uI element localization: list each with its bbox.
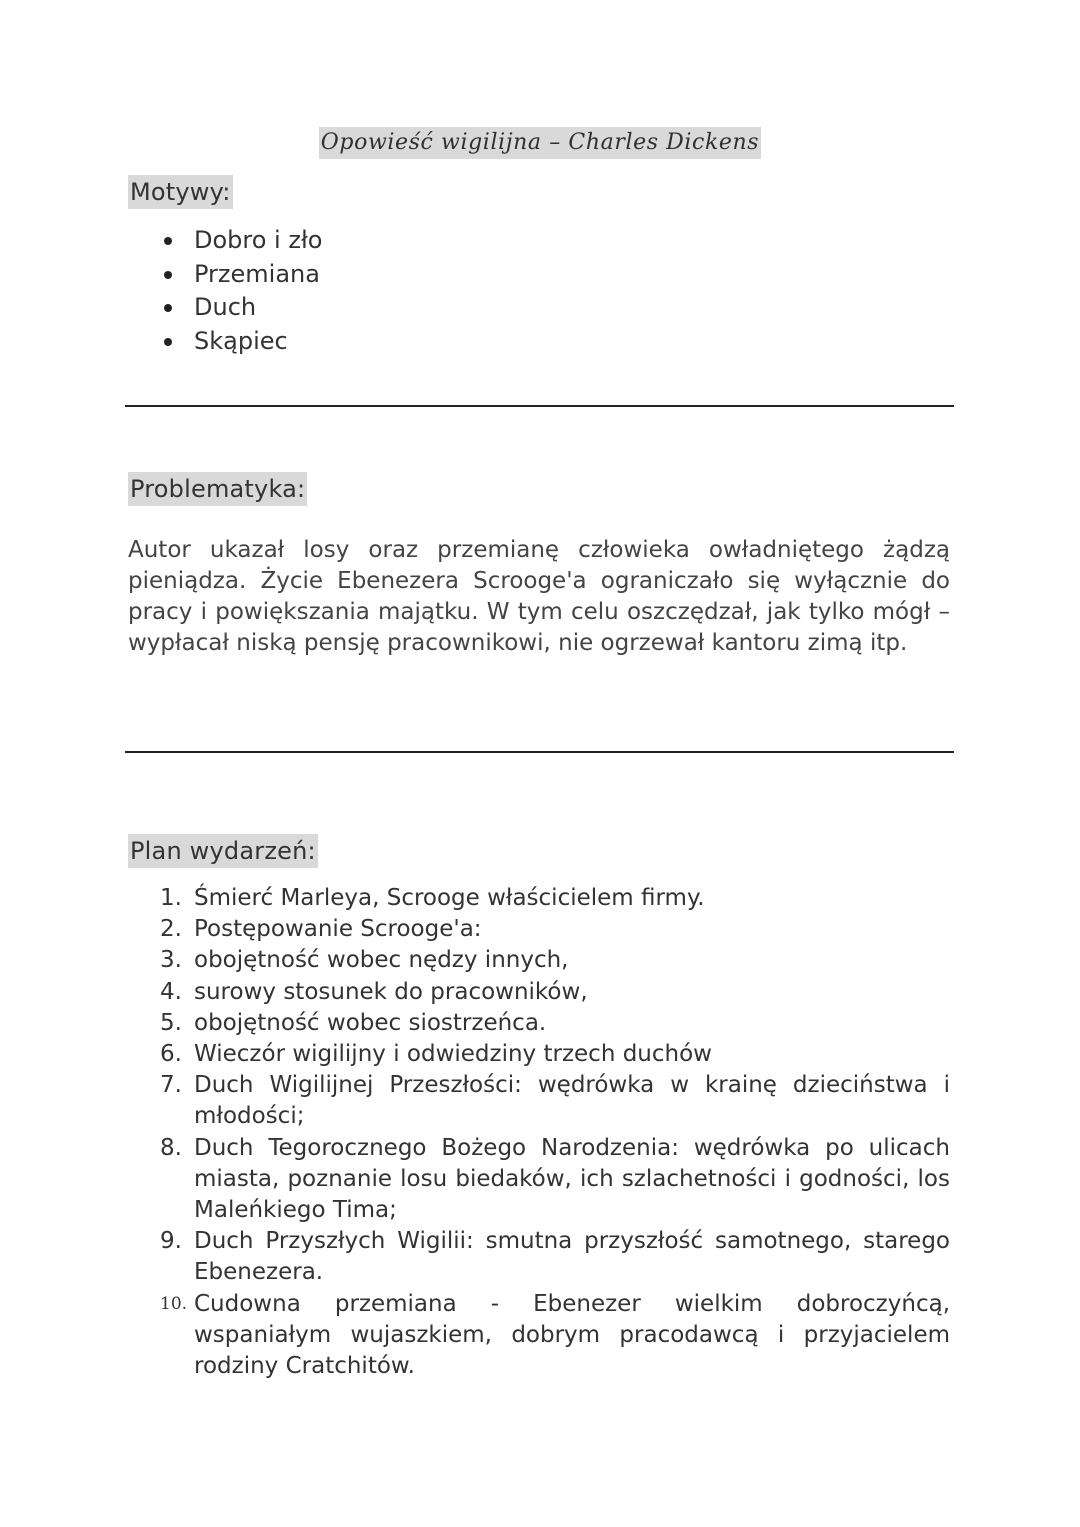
- item-number: 2.: [160, 916, 182, 943]
- item-number: 6.: [160, 1041, 182, 1068]
- list-item: [160, 1133, 950, 1227]
- motywy-list: [160, 224, 322, 359]
- list-item: [160, 1289, 950, 1383]
- item-number: 8.: [160, 1134, 182, 1161]
- item-number: 1.: [160, 885, 182, 911]
- item-number: 4.: [160, 978, 182, 1005]
- item-number: 10.: [160, 1293, 188, 1314]
- item-text: Duch Przyszłych Wigilii: smutna przyszłość samotnego, starego Ebenezera.: [194, 1228, 950, 1286]
- item-text: Postępowanie Scrooge'a:: [194, 916, 482, 943]
- list-item: [160, 1008, 950, 1039]
- item-text: Wieczór wigilijny i odwiedziny trzech duchów: [194, 1041, 712, 1068]
- item-text: obojętność wobec siostrzeńca.: [194, 1009, 547, 1036]
- list-item: Dobro i zło: [160, 224, 322, 258]
- document-title: Opowieść wigilijna – Charles Dickens: [319, 127, 761, 159]
- heading-motywy: Motywy:: [128, 175, 233, 209]
- list-item: [160, 945, 950, 976]
- item-text: obojętność wobec nędzy innych,: [194, 947, 569, 974]
- list-item: Duch: [160, 291, 322, 325]
- item-text: Duch Wigilijnej Przeszłości: wędrówka w krainę dzieciństwa i młodości;: [194, 1072, 950, 1130]
- list-item: [160, 1226, 950, 1288]
- item-number: 9.: [160, 1228, 182, 1255]
- item-text: Śmierć Marleya, Scrooge właścicielem firmy.: [194, 885, 705, 911]
- divider-line: [125, 751, 954, 753]
- plan-list: [160, 883, 950, 1382]
- list-item: [160, 914, 950, 945]
- divider-line: [125, 405, 954, 407]
- title-container: [0, 127, 1080, 159]
- list-item: Przemiana: [160, 258, 322, 292]
- item-text: Duch Tegorocznego Bożego Narodzenia: wędrówka po ulicach miasta, poznanie losu biedaków, ich szlachetności i godności, los Maleńkiego Tima;: [194, 1134, 950, 1224]
- item-text: Cudowna przemiana - Ebenezer wielkim dobroczyńcą, wspaniałym wujaszkiem, dobrym pracodawcą i przyjacielem rodziny Cratchitów.: [194, 1290, 950, 1380]
- heading-problematyka: Problematyka:: [128, 472, 307, 506]
- item-number: 7.: [160, 1072, 182, 1099]
- item-text: surowy stosunek do pracowników,: [194, 978, 588, 1005]
- list-item: [160, 977, 950, 1008]
- problematyka-paragraph: Autor ukazał losy oraz przemianę człowieka owładniętego żądzą pieniądza. Życie Ebenezera Scrooge'a ograniczało się wyłącznie do pracy i powiększania majątku. W tym celu oszczędzał, jak tylko mógł – wypłacał niską pensję pracownikowi, nie ogrzewał kantoru zimą itp.: [128, 537, 950, 656]
- list-item: [160, 883, 950, 914]
- item-number: 3.: [160, 947, 182, 974]
- list-item: Skąpiec: [160, 325, 322, 359]
- list-item: [160, 1039, 950, 1070]
- heading-plan-wydarzen: Plan wydarzeń:: [128, 834, 318, 868]
- item-number: 5.: [160, 1009, 182, 1036]
- list-item: [160, 1070, 950, 1132]
